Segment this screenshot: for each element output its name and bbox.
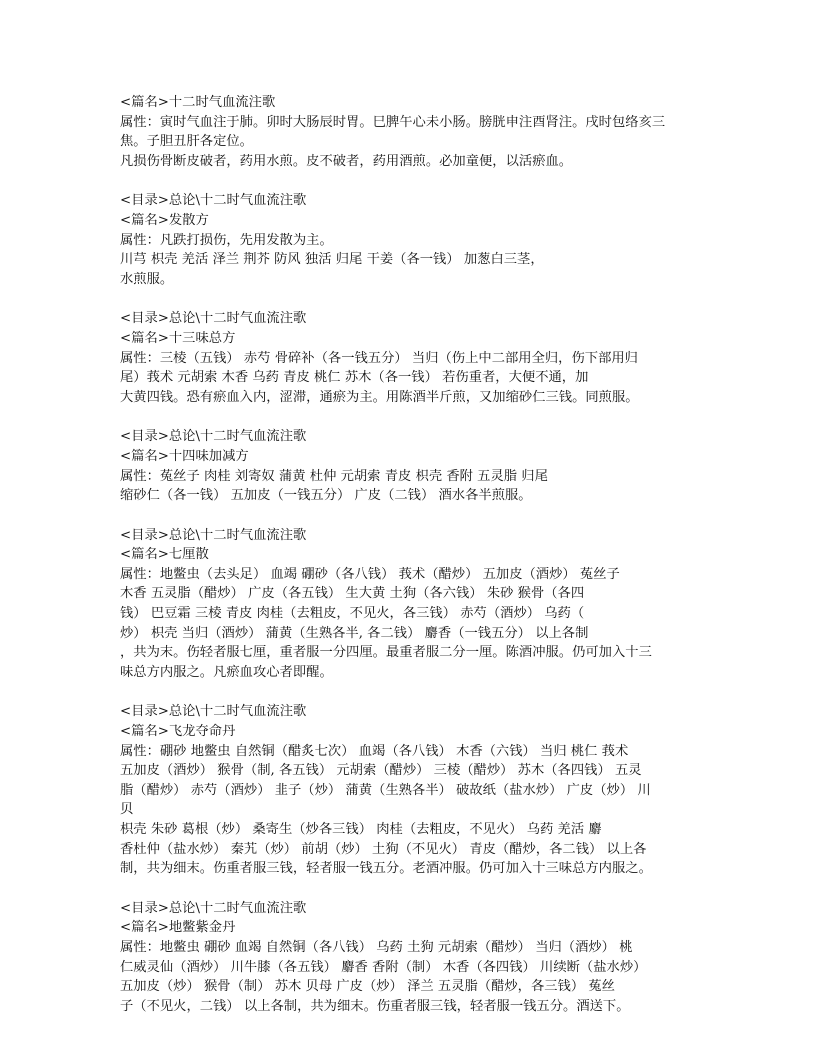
text-line: 味总方内服之。凡瘀血攻心者即醒。	[120, 664, 333, 680]
section-shichen-song	[120, 93, 710, 171]
section-title: <篇名>地鳖紫金丹	[120, 920, 236, 936]
section-title: <篇名>十四味加减方	[120, 448, 249, 464]
text-line: 属性：寅时气血注于肺。卯时大肠辰时胃。巳脾午心未小肠。膀胱申注酉肾注。戌时包络亥三	[120, 114, 666, 130]
catalog-line: <目录>总论\十二时气血流注歌	[120, 193, 307, 209]
text-line: ，共为末。伤轻者服七厘，重者服一分四厘。最重者服二分一厘。陈酒冲服。仍可加入十三	[120, 645, 652, 661]
text-line: 仁威灵仙（酒炒） 川牛膝（各五钱） 麝香 香附（制） 木香（各四钱） 川续断（盐水炒）	[120, 959, 647, 975]
section-title: <篇名>七厘散	[120, 547, 209, 563]
text-line: 五加皮（炒） 猴骨（制） 苏木 贝母 广皮（炒） 泽兰 五灵脂（醋炒，各三钱） 菟丝	[120, 979, 615, 995]
text-line: 子（不见火，二钱） 以上各制，共为细末。伤重者服三钱，轻者服一钱五分。酒送下。	[120, 998, 630, 1014]
text-line: 属性：菟丝子 肉桂 刘寄奴 蒲黄 杜仲 元胡索 青皮 枳壳 香附 五灵脂 归尾	[120, 468, 548, 484]
text-line: 属性：地鳖虫 硼砂 血竭 自然铜（各八钱） 乌药 土狗 元胡索（醋炒） 当归（酒炒） 桃	[120, 939, 633, 955]
text-line: 川芎 枳壳 羌活 泽兰 荆芥 防风 独活 归尾 干姜（各一钱） 加葱白三茎，	[120, 252, 544, 268]
text-line: 炒） 枳壳 当归（酒炒） 蒲黄（生熟各半, 各二钱） 麝香（一钱五分） 以上各制	[120, 625, 589, 641]
section-title: <篇名>飞龙夺命丹	[120, 724, 236, 740]
text-line: 脂（醋炒） 赤芍（酒炒） 韭子（炒） 蒲黄（生熟各半） 破故纸（盐水炒） 广皮（炒） 川	[120, 782, 651, 798]
text-line: 尾）莪术 元胡索 木香 乌药 青皮 桃仁 苏木（各一钱） 若伤重者，大便不通，加	[120, 370, 589, 386]
text-line: 属性：凡跌打损伤，先用发散为主。	[120, 232, 333, 248]
text-line: 属性：地鳖虫（去头足） 血竭 硼砂（各八钱） 莪术（醋炒） 五加皮（酒炒） 菟丝子	[120, 566, 620, 582]
text-line: 枳壳 朱砂 葛根（炒） 桑寄生（炒各三钱） 肉桂（去粗皮，不见火） 乌药 羌活 麝	[120, 822, 602, 837]
section-feilong-duoming-dan	[120, 702, 710, 878]
text-line: 香杜仲（盐水炒） 秦艽（炒） 前胡（炒） 土狗（不见火） 青皮（醋炒，各二钱） 以上各	[120, 841, 647, 857]
section-qili-san	[120, 526, 710, 683]
text-line: 焦。子胆丑肝各定位。	[120, 134, 253, 150]
section-title: <篇名>发散方	[120, 212, 209, 228]
catalog-line: <目录>总论\十二时气血流注歌	[120, 704, 307, 720]
section-title: <篇名>十三味总方	[120, 330, 236, 346]
text-line: 属性：硼砂 地鳖虫 自然铜（醋炙七次） 血竭（各八钱） 木香（六钱） 当归 桃仁 莪术	[120, 743, 629, 759]
text-line: 制，共为细末。伤重者服三钱，轻者服一钱五分。老酒冲服。仍可加入十三味总方内服之。	[120, 861, 652, 877]
section-shisanwei-zongfang	[120, 309, 710, 407]
text-line: 木香 五灵脂（醋炒） 广皮（各五钱） 生大黄 土狗（各六钱） 朱砂 猴骨（各四	[120, 586, 585, 602]
text-line: 属性：三棱（五钱） 赤芍 骨碎补（各一钱五分） 当归（伤上中二部用全归，伤下部用归	[120, 350, 638, 366]
text-line: 贝	[120, 802, 134, 818]
text-line: 水煎服。	[120, 271, 174, 287]
section-shisiwei-jiajian	[120, 427, 710, 505]
catalog-line: <目录>总论\十二时气血流注歌	[120, 311, 307, 327]
text-line: 缩砂仁（各一钱） 五加皮（一钱五分） 广皮（二钱） 酒水各半煎服。	[120, 488, 532, 504]
section-dibie-zijin-dan	[120, 899, 710, 1017]
document-page	[120, 93, 710, 1036]
catalog-line: <目录>总论\十二时气血流注歌	[120, 900, 307, 916]
text-line: 五加皮（酒炒） 猴骨（制, 各五钱） 元胡索（醋炒） 三棱（醋炒） 苏木（各四钱） 五灵	[120, 763, 642, 779]
text-line: 大黄四钱。恐有瘀血入内，涩滞，通瘀为主。用陈酒半斤煎，又加缩砂仁三钱。同煎服。	[120, 389, 639, 405]
catalog-line: <目录>总论\十二时气血流注歌	[120, 527, 307, 543]
text-line: 凡损伤骨断皮破者，药用水煎。皮不破者，药用酒煎。必加童便，以活瘀血。	[120, 153, 573, 169]
text-line: 钱） 巴豆霜 三棱 青皮 肉桂（去粗皮，不见火，各三钱） 赤芍（酒炒） 乌药（	[120, 606, 585, 622]
section-title: <篇名>十二时气血流注歌	[120, 95, 276, 110]
section-fasan-fang	[120, 191, 710, 289]
catalog-line: <目录>总论\十二时气血流注歌	[120, 429, 307, 445]
